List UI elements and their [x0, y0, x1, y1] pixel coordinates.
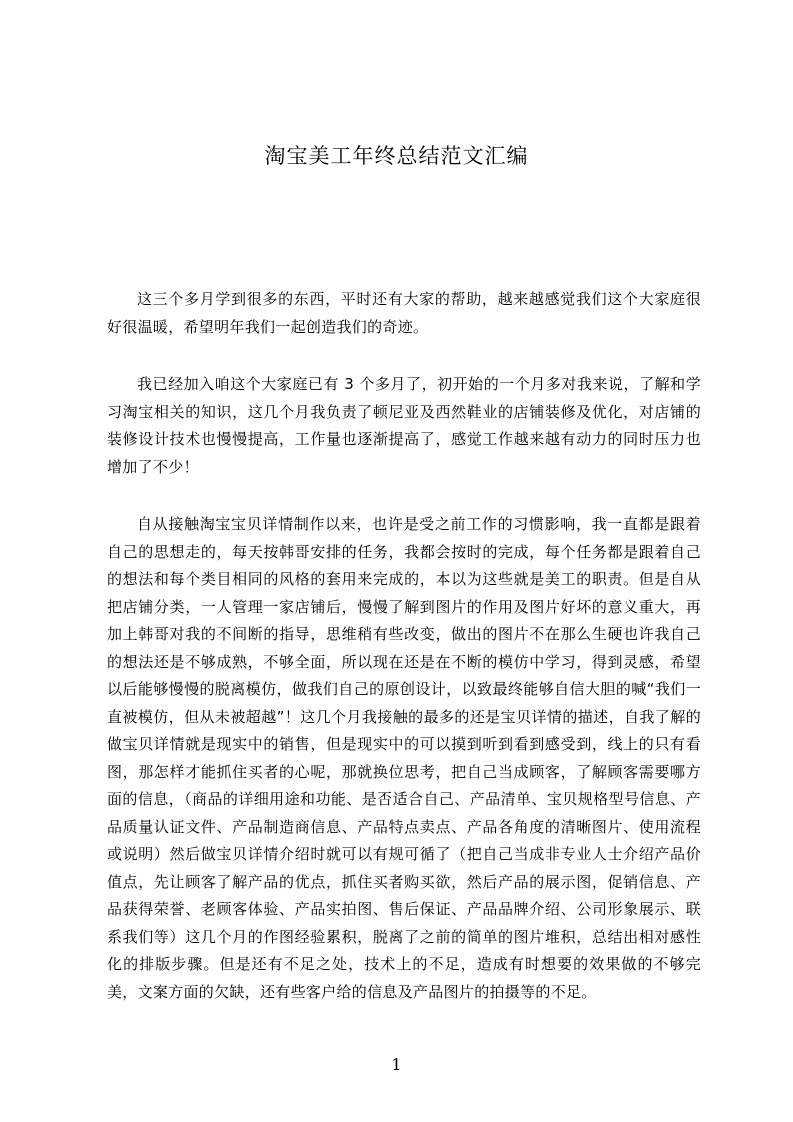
document-body — [107, 286, 701, 1036]
paragraph-1: 这三个多月学到很多的东西，平时还有大家的帮助，越来越感觉我们这个大家庭很好很温暖，希望明年我们一起创造我们的奇迹。 — [107, 290, 701, 336]
paragraph-3: 自从接触淘宝宝贝详情制作以来，也许是受之前工作的习惯影响，我一直都是跟着自己的思想走的，每天按韩哥安排的任务，我都会按时的完成，每个任务都是跟着自己的想法和每个类目相同的风格的套用来完成的，本以为这些就是美工的职责。但是自从把店铺分类，一人管理一家店铺后，慢慢了解到图片的作用及图片好坏的意义重大，再加上韩哥对我的不间断的指导，思维稍有些改变，做出的图片不在那么生硬也许我自己的想法还是不够成熟，不够全面，所以现在还是在不断的模仿中学习，得到灵感，希望以后能够慢慢的脱离模仿，做我们自己的原创设计，以致最终能够自信大胆的喊“我们一直被模仿，但从未被超越”！这几个月我接触的最多的还是宝贝详情的描述，自我了解的做宝贝详情就是现实中的销售，但是现实中的可以摸到听到看到感受到，线上的只有看图，那怎样才能抓住买者的心呢，那就换位思考，把自己当成顾客，了解顾客需要哪方面的信息，（商品的详细用途和功能、是否适合自己、产品清单、宝贝规格型号信息、产品质量认证文件、产品制造商信息、产品特点卖点、产品各角度的清晰图片、使用流程或说明）然后做宝贝详情介绍时就可以有规可循了（把自己当成非专业人士介绍产品价值点，先让顾客了解产品的优点，抓住买者购买欲，然后产品的展示图，促销信息、产品获得荣誉、老顾客体验、产品实拍图、售后保证、产品品牌介绍、公司形象展示、联系我们等）这几个月的作图经验累积，脱离了之前的简单的图片堆积，总结出相对感性化的排版步骤。但是还有不足之处，技术上的不足，造成有时想要的效果做的不够完美，文案方面的欠缺，还有些客户给的信息及产品图片的拍摄等的不足。 — [107, 515, 701, 1001]
page-number: 1 — [391, 1055, 402, 1074]
document-title: 淘宝美工年终总结范文汇编 — [264, 144, 529, 168]
paragraph-2: 我已经加入咱这个大家庭已有 3 个多月了，初开始的一个月多对我来说，了解和学习淘宝相关的知识，这几个月我负责了顿尼亚及西然鞋业的店铺装修及优化，对店铺的装修设计技术也慢慢提高，工作量也逐渐提高了，感觉工作越来越有动力的同时压力也增加了不少！ — [107, 375, 701, 476]
